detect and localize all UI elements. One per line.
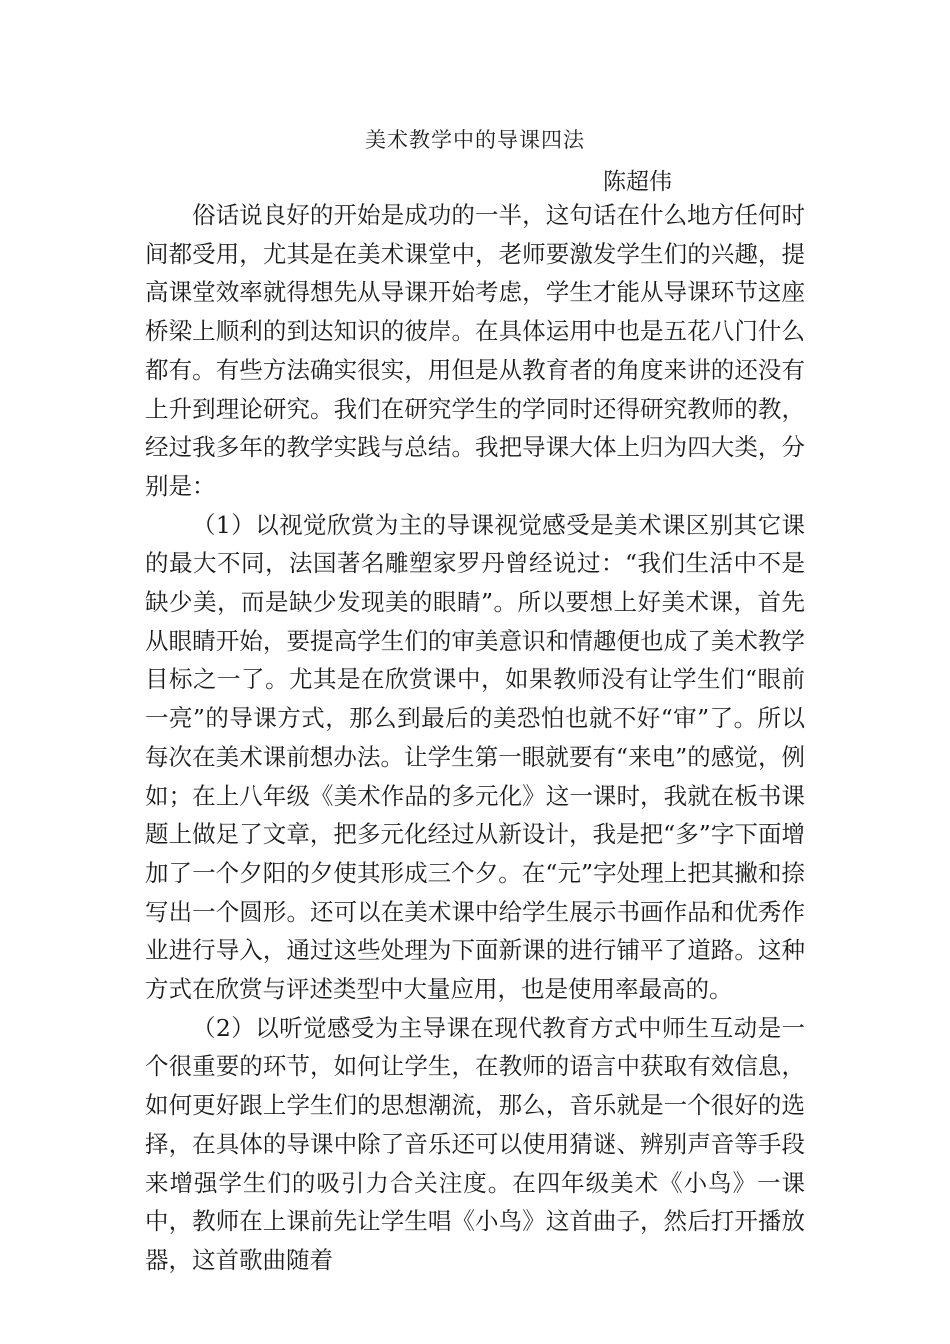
paragraph-visual-method: （1）以视觉欣赏为主的导课视觉感受是美术课区别其它课的最大不同，法国著名雕塑家罗丹曾经说过：“我们生活中不是缺少美，而是缺少发现美的眼睛”。所以要想上好美术课，首先从眼睛开始，要提高学生们的审美意识和情趣便也成了美术教学目标之一了。尤其是在欣赏课中，如果教师没有让学生们“眼前一亮”的导课方式，那么到最后的美恐怕也就不好“审”了。所以每次在美术课前想办法。让学生第一眼就要有“来电”的感觉，例如；在上八年级《美术作品的多元化》这一课时，我就在板书课题上做足了文章，把多元化经过从新设计，我是把“多”字下面增加了一个夕阳的夕使其形成三个夕。在“元”字处理上把其撇和捺写出一个圆形。还可以在美术课中给学生展示书画作品和优秀作业进行导入，通过这些处理为下面新课的进行铺平了道路。这种方式在欣赏与评述类型中大量应用，也是使用率最高的。 [145, 510, 805, 1004]
paragraph-intro: 俗话说良好的开始是成功的一半，这句话在什么地方任何时间都受用，尤其是在美术课堂中，老师要激发学生们的兴趣，提高课堂效率就得想先从导课开始考虑，学生才能从导课环节这座桥梁上顺利的到达知识的彼岸。在具体运用中也是五花八门什么都有。有些方法确实很实，用但是从教育者的角度来讲的还没有上升到理论研究。我们在研究学生的学同时还得研究教师的教，经过我多年的教学实践与总结。我把导课大体上归为四大类，分别是： [145, 201, 805, 500]
document-body [145, 196, 805, 1280]
document-author: 陈超伟 [603, 169, 672, 195]
paragraph-auditory-method: （2）以听觉感受为主导课在现代教育方式中师生互动是一个很重要的环节，如何让学生，在教师的语言中获取有效信息，如何更好跟上学生们的思想潮流，那么，音乐就是一个很好的选择，在具体的导课中除了音乐还可以使用猜谜、辨别声音等手段来增强学生们的吸引力合关注度。在四年级美术《小鸟》一课中，教师在上课前先让学生唱《小鸟》这首曲子，然后打开播放器，这首歌曲随着 [145, 1013, 805, 1274]
document-title: 美术教学中的导课四法 [365, 128, 585, 152]
